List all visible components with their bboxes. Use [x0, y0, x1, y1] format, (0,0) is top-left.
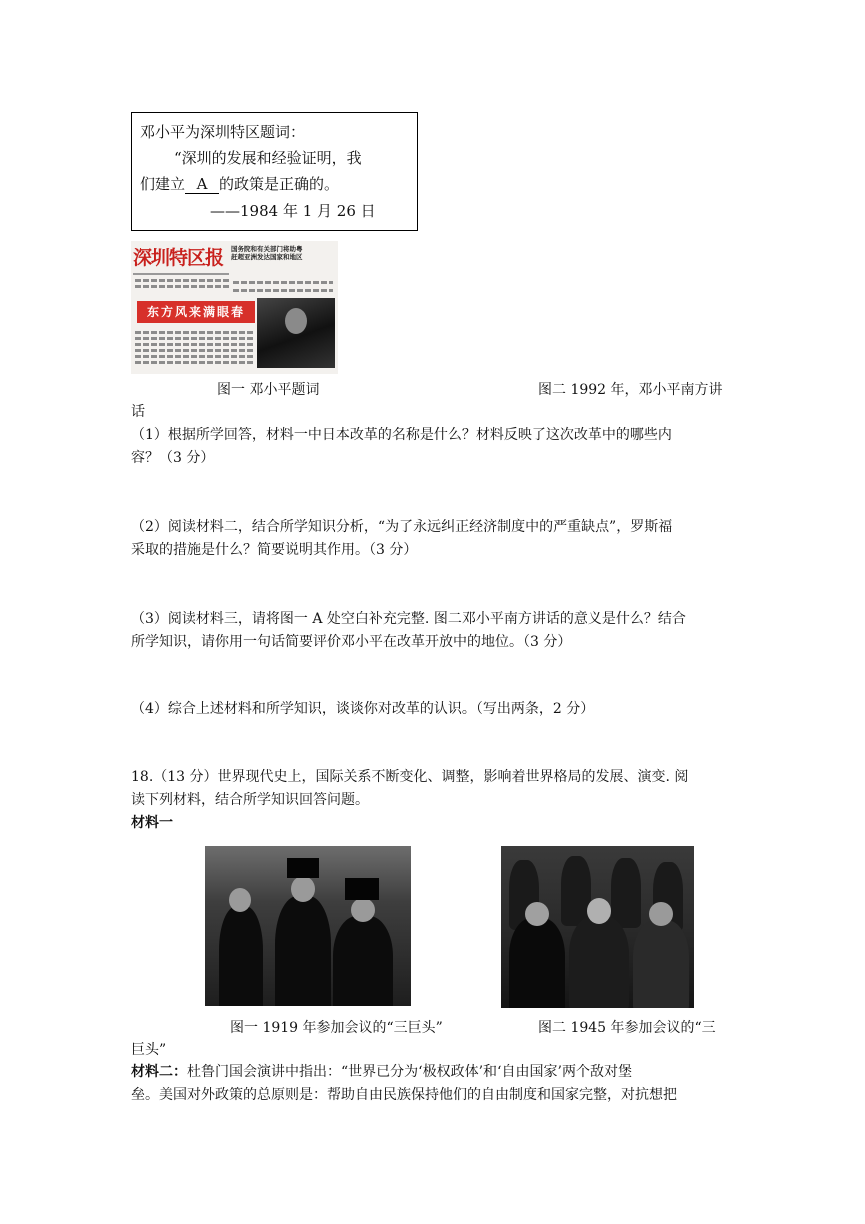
question-3-line-2: 所学知识，请你用一句话简要评价邓小平在改革开放中的地位。（3 分）: [131, 634, 572, 650]
quote-line-3: [140, 171, 339, 197]
question-4-line-1: （4）综合上述材料和所学知识，谈谈你对改革的认识。（写出两条，2 分）: [131, 701, 595, 717]
photo-1945-big-three: [501, 846, 694, 1008]
newspaper-headline-1: 国务院和有关部门将助粤: [231, 245, 303, 253]
blank-a: A: [185, 175, 219, 194]
quote-box: [131, 112, 418, 231]
newspaper-masthead: 深圳特区报: [133, 247, 224, 269]
photo-figure-hat: [287, 858, 319, 878]
newspaper-headline-2: 赶超亚洲发达国家和地区: [231, 253, 303, 261]
newspaper-banner: 东方风来满眼春: [137, 301, 255, 323]
material-2-line-2: 垒。美国对外政策的总原则是：帮助自由民族保持他们的自由制度和国家完整，对抗想把: [131, 1087, 677, 1103]
photo-figure: [219, 906, 263, 1006]
question-1-line-2: 容？（3 分）: [131, 450, 215, 466]
material-2-label: 材料二：: [131, 1064, 187, 1080]
photo-figure: [275, 896, 331, 1006]
newspaper-text: [233, 289, 333, 292]
quote-line-2: “深圳的发展和经验证明，我: [174, 149, 362, 167]
photo-figure: [561, 856, 591, 926]
photo-figure-head: [291, 876, 315, 902]
photo-1-caption: 图一 1919 年参加会议的“三巨头”: [230, 1020, 443, 1036]
fig2-caption-wrap: 话: [131, 404, 145, 420]
question-2-line-2: 采取的措施是什么？简要说明其作用。（3 分）: [131, 542, 418, 558]
quote-line-1: 邓小平为深圳特区题词：: [140, 123, 306, 141]
fig1-caption: 图一 邓小平题词: [217, 382, 320, 398]
photo-1919-big-three: [205, 846, 411, 1006]
question-3-line-1: （3）阅读材料三，请将图一 A 处空白补充完整. 图二邓小平南方讲话的意义是什么？结合: [131, 611, 686, 627]
newspaper-text: [135, 361, 253, 364]
newspaper-text: [135, 337, 253, 340]
quote-date: ——1984 年 1 月 26 日: [210, 202, 376, 220]
photo-2-caption-wrap: 巨头”: [131, 1042, 167, 1058]
photo-figure-hat: [345, 878, 379, 900]
newspaper-text: [135, 331, 253, 334]
material-1-label: 材料一: [131, 815, 173, 831]
newspaper-image: [131, 241, 338, 374]
newspaper-text: [233, 281, 333, 284]
question-18-line-2: 读下列材料，结合所学知识回答问题。: [131, 792, 369, 808]
question-18-line-1: 18.（13 分）世界现代史上，国际关系不断变化、调整，影响着世界格局的发展、演变. 阅: [131, 769, 689, 785]
photo-figure: [569, 916, 629, 1008]
photo-figure: [333, 916, 393, 1006]
photo-figure-head: [229, 888, 251, 912]
deng-xiaoping-photo: [257, 298, 335, 368]
newspaper-text: [135, 355, 253, 358]
question-1-line-1: （1）根据所学回答，材料一中日本改革的名称是什么？材料反映了这次改革中的哪些内: [131, 427, 672, 443]
fig2-caption: 图二 1992 年，邓小平南方讲: [538, 382, 723, 398]
material-2-text-1: 杜鲁门国会演讲中指出：“世界已分为‘极权政体’和‘自由国家’两个敌对堡: [187, 1064, 632, 1080]
question-2-line-1: （2）阅读材料二，结合所学知识分析，“为了永远纠正经济制度中的严重缺点”，罗斯福: [131, 519, 673, 535]
photo-2-caption: 图二 1945 年参加会议的“三: [538, 1020, 716, 1036]
newspaper-rule: [133, 273, 229, 275]
quote-line-3-pre: 们建立: [140, 175, 186, 193]
newspaper-headlines: [231, 245, 335, 261]
photo-figure-head: [525, 902, 549, 926]
newspaper-text: [135, 343, 253, 346]
photo-figure-head: [351, 898, 375, 922]
newspaper-text: [135, 285, 231, 288]
quote-line-3-post: 的政策是正确的。: [219, 175, 340, 193]
photo-figure-head: [649, 902, 673, 926]
photo-figure: [633, 920, 689, 1008]
material-2-line-1: [131, 1062, 632, 1082]
photo-figure: [611, 858, 641, 928]
newspaper-text: [135, 349, 253, 352]
newspaper-text: [135, 279, 231, 282]
photo-figure-head: [587, 898, 611, 924]
photo-figure: [509, 918, 565, 1008]
